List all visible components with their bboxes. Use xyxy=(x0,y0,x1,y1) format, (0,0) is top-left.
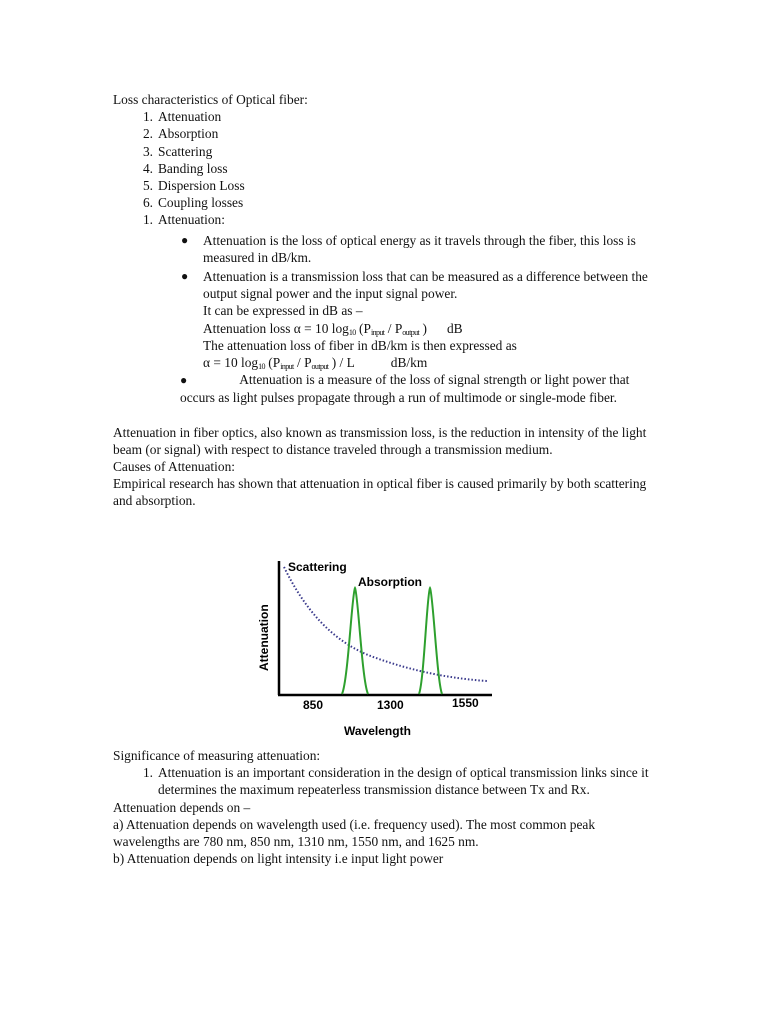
paragraph: b) Attenuation depends on light intensity i.e input light power xyxy=(113,851,444,867)
paragraph: Attenuation in fiber optics, also known as transmission loss, is the reduction in intensity of the light beam (or signal) with respect to distance traveled through a transmission medium. xyxy=(113,424,647,457)
bullet-icon: ● xyxy=(181,232,189,247)
subheading: Significance of measuring attenuation: xyxy=(113,748,321,763)
tick-label: 850 xyxy=(303,698,324,712)
formula-db: Attenuation loss α = 10 $\log_{10} (P_{input} / P_{output}$ ) dB xyxy=(203,320,463,337)
attenuation-bullets xyxy=(113,232,658,372)
list-item: 1. Attenuation is an important consideration in the design of optical transmission links since it determines the maximum repeaterless transmission distance between Tx and Rx. xyxy=(142,765,649,798)
bullet-item: ● Attenuation is a measure of the loss of signal strength or light power that occurs as light pulses propagate through a run of multimode or single-mode fiber. xyxy=(180,372,630,406)
legend-scattering: Scattering xyxy=(288,560,347,574)
list-item: 1. Attenuation: xyxy=(142,212,225,228)
bullet-icon: ● xyxy=(181,269,189,284)
paragraph: Empirical research has shown that attenuation in optical fiber is caused primarily by both scattering and absorption. xyxy=(113,476,647,509)
bullet-item: ● Attenuation is the loss of optical energy as it travels through the fiber, this loss is measured in dB/km. xyxy=(181,232,636,265)
significance-section xyxy=(113,747,658,867)
km-line: The attenuation loss of fiber in dB/km is then expressed as xyxy=(203,337,517,353)
y-axis-label: Attenuation xyxy=(257,604,271,671)
bullet-item: ● Attenuation is a transmission loss that can be measured as a difference between the output signal power and the input signal power. It can be expressed in dB as – Attenuation loss α = 10 $\log_{10} (P_{input} / P_{output}$ ) dB The attenuation loss of fiber in dB/km is then expressed as α = 10 $\log_{10} (P_{input} / P_{output}$ ) / L dB/km xyxy=(113,268,658,371)
paragraph: a) Attenuation depends on wavelength used (i.e. frequency used). The most common peak wavelengths are 780 nm, 850 nm, 1310 nm, 1550 nm, and 1625 nm. xyxy=(113,816,596,850)
section-heading: Loss characteristics of Optical fiber: xyxy=(113,92,308,107)
tick-label: 1300 xyxy=(377,698,404,712)
list-item: 5. Dispersion Loss xyxy=(142,178,245,194)
subheading: Attenuation depends on – xyxy=(113,799,251,815)
list-item: 1. Attenuation xyxy=(142,109,222,125)
subheading: Causes of Attenuation: xyxy=(113,459,235,475)
list-item: 2. Absorption xyxy=(142,126,219,142)
list-item: 3. Scattering xyxy=(142,143,213,159)
absorption-series xyxy=(342,588,442,694)
tick-label: 1550 xyxy=(452,696,479,710)
expressed-line: It can be expressed in dB as – xyxy=(203,303,363,319)
legend-absorption: Absorption xyxy=(358,575,422,589)
bullet-icon: ● xyxy=(180,373,188,388)
x-axis-label: Wavelength xyxy=(344,724,411,738)
chart-svg xyxy=(252,553,494,743)
list-item: 6. Coupling losses xyxy=(142,195,244,211)
document-body xyxy=(113,91,658,510)
attenuation-chart xyxy=(252,553,494,743)
list-item: 4. Banding loss xyxy=(142,160,228,176)
significance-list xyxy=(113,764,658,798)
formula-dbkm: α = 10 $\log_{10} (P_{input} / P_{output}$ ) / L dB/km xyxy=(203,355,428,372)
loss-list xyxy=(113,108,658,228)
